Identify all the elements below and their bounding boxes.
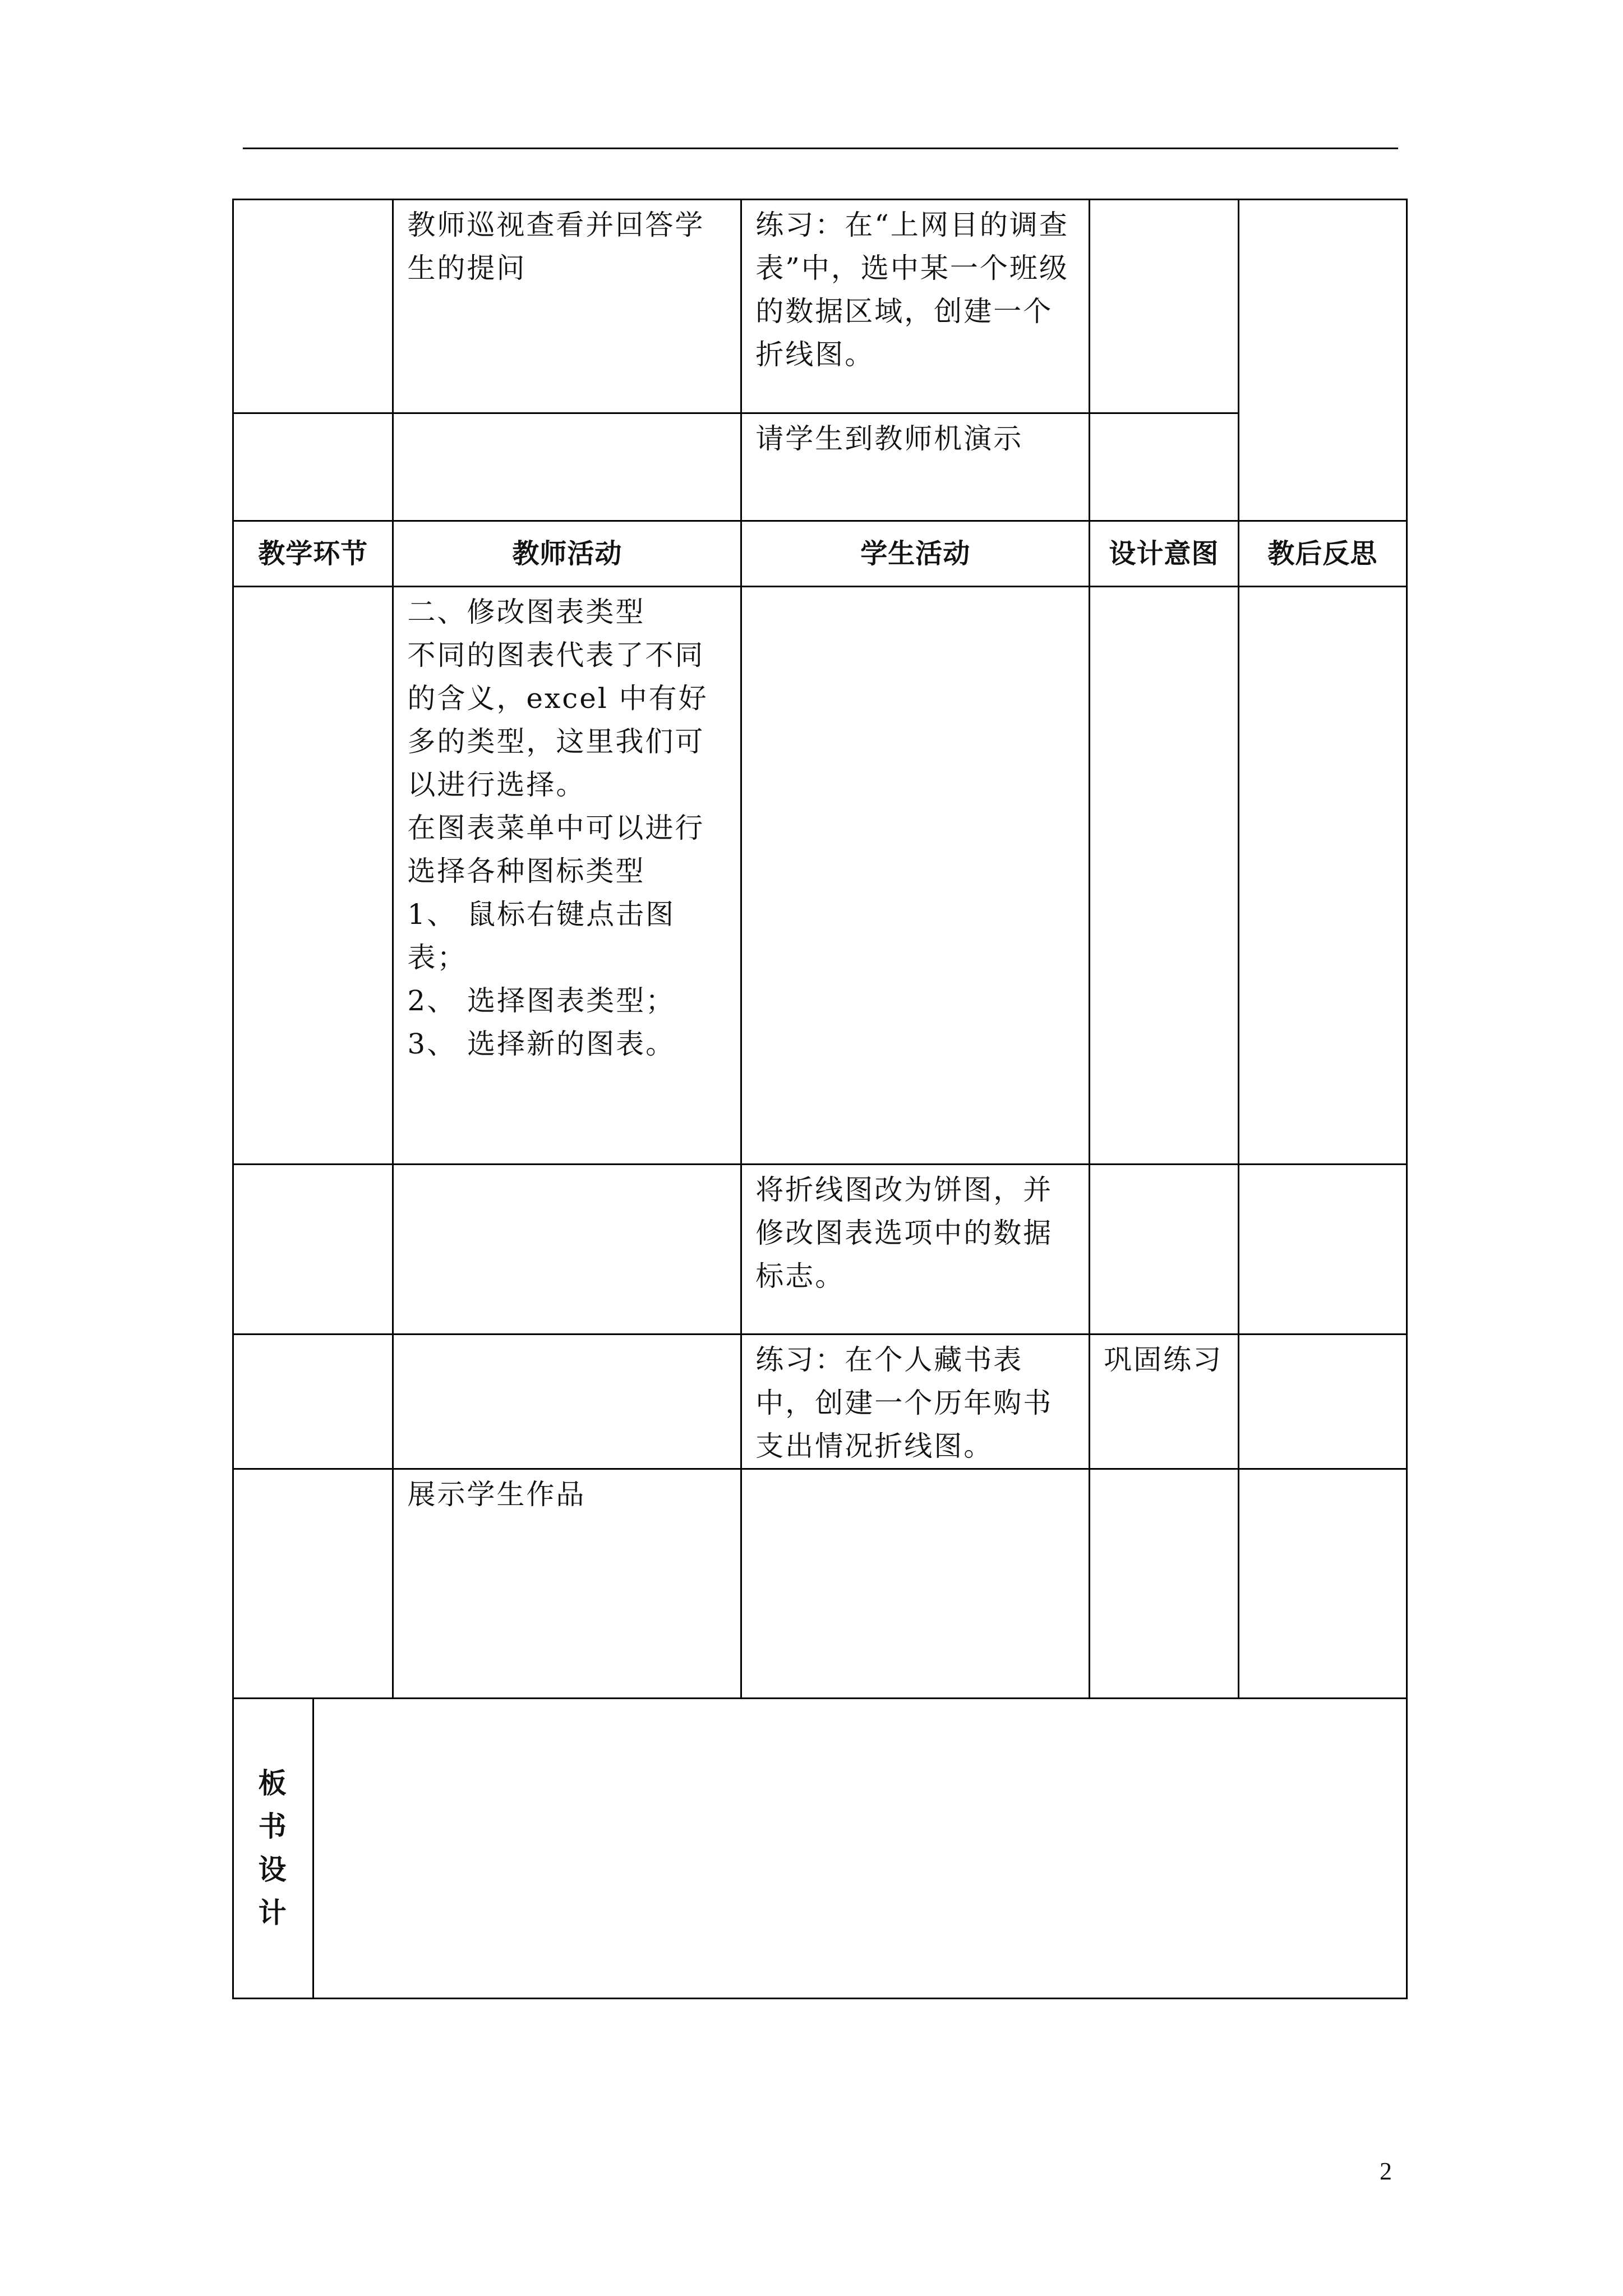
table-row — [233, 200, 1407, 413]
board-design-char: 书 — [258, 1810, 288, 1843]
header-teacher-activity: 教师活动 — [393, 521, 741, 587]
design-intent-cell: 巩固练习 — [1090, 1335, 1238, 1469]
table-row — [233, 1469, 1407, 1699]
student-activity-cell — [741, 1469, 1090, 1699]
stage-cell — [233, 413, 393, 521]
stage-cell — [233, 587, 393, 1165]
stage-cell — [233, 200, 393, 413]
header-design-intent: 设计意图 — [1090, 521, 1238, 587]
reflection-cell — [1238, 1335, 1407, 1469]
header-rule — [243, 148, 1398, 149]
student-activity-cell: 将折线图改为饼图，并修改图表选项中的数据标志。 — [741, 1165, 1090, 1335]
teacher-line: 不同的图表代表了不同的含义，excel 中有好多的类型，这里我们可以进行选择。 — [407, 639, 708, 801]
lesson-plan-table — [232, 199, 1408, 1999]
table-row — [233, 413, 1407, 521]
stage-cell — [233, 1469, 393, 1699]
reflection-cell — [1238, 587, 1407, 1165]
teacher-activity-cell: 展示学生作品 — [393, 1469, 741, 1699]
reflection-cell — [1238, 1165, 1407, 1335]
board-design-label — [233, 1699, 313, 1999]
table-header-row — [233, 521, 1407, 587]
teacher-activity-cell — [393, 587, 741, 1165]
table-row — [233, 587, 1407, 1165]
teacher-line: 3、 选择新的图表。 — [407, 1028, 676, 1060]
student-activity-cell: 请学生到教师机演示 — [741, 413, 1090, 521]
student-activity-cell: 练习：在“上网目的调查表”中，选中某一个班级的数据区域，创建一个折线图。 — [741, 200, 1090, 413]
reflection-cell — [1238, 200, 1407, 521]
header-student-activity: 学生活动 — [741, 521, 1090, 587]
page-number: 2 — [1380, 2157, 1392, 2185]
design-intent-cell — [1090, 200, 1238, 413]
teacher-line: 2、 选择图表类型； — [407, 984, 676, 1017]
teacher-activity-cell — [393, 1165, 741, 1335]
board-design-row — [233, 1699, 1407, 1999]
table-row — [233, 1165, 1407, 1335]
header-stage: 教学环节 — [233, 521, 393, 587]
design-intent-cell — [1090, 1469, 1238, 1699]
design-intent-cell — [1090, 413, 1238, 521]
student-activity-cell — [741, 587, 1090, 1165]
teacher-activity-cell — [393, 413, 741, 521]
board-design-content — [313, 1699, 1407, 1999]
student-activity-cell: 练习：在个人藏书表中，创建一个历年购书支出情况折线图。 — [741, 1335, 1090, 1469]
board-design-char: 板 — [258, 1767, 288, 1800]
teacher-line: 在图表菜单中可以进行选择各种图标类型 — [407, 812, 705, 887]
teacher-line: 二、修改图表类型 — [407, 596, 645, 628]
board-design-char: 计 — [258, 1897, 288, 1929]
board-design-char: 设 — [258, 1853, 288, 1886]
stage-cell — [233, 1335, 393, 1469]
table-row — [233, 1335, 1407, 1469]
teacher-activity-cell: 教师巡视查看并回答学生的提问 — [393, 200, 741, 413]
design-intent-cell — [1090, 587, 1238, 1165]
teacher-activity-cell — [393, 1335, 741, 1469]
reflection-cell — [1238, 1469, 1407, 1699]
design-intent-cell — [1090, 1165, 1238, 1335]
stage-cell — [233, 1165, 393, 1335]
header-reflection: 教后反思 — [1238, 521, 1407, 587]
teacher-line: 1、 鼠标右键点击图表； — [407, 898, 676, 974]
